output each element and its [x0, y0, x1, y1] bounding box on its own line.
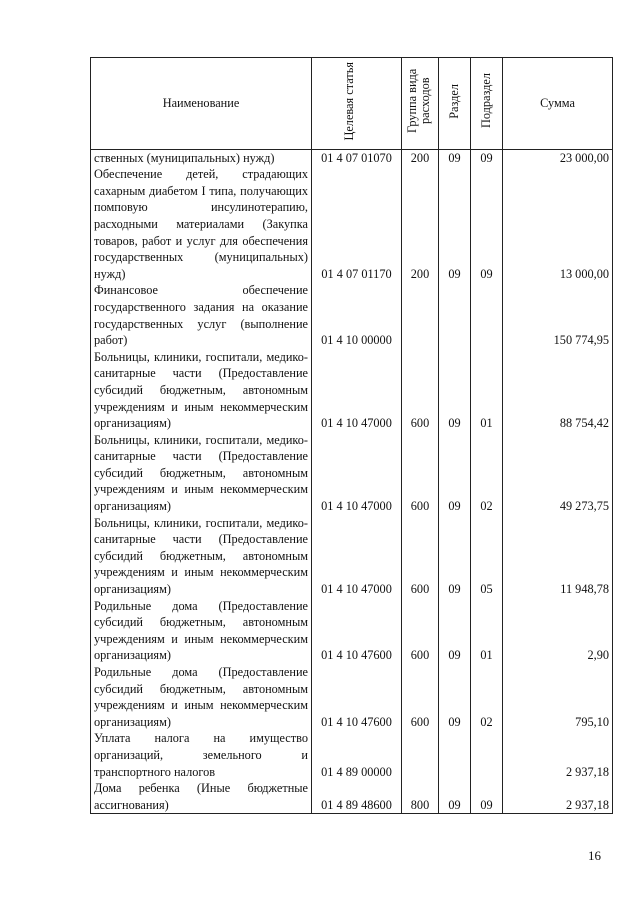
budget-table: [90, 57, 613, 814]
row-amount: 11 948,78: [503, 515, 613, 598]
table-row: [91, 149, 613, 166]
header-name: Наименование: [91, 58, 312, 150]
row-subsection: 09: [471, 166, 503, 282]
header-amount: Сумма: [503, 58, 613, 150]
row-name: Больницы, клиники, госпитали, медико-санитарные части (Предоставление субсидий бюджетным, автономным учреждениям и иным некоммерческим организациям): [91, 349, 312, 432]
table-row: [91, 282, 613, 348]
row-expense-group: 600: [402, 664, 439, 730]
table-row: [91, 598, 613, 664]
row-target-article: 01 4 10 47600: [312, 598, 402, 664]
row-subsection: 01: [471, 349, 503, 432]
row-name: ственных (муниципальных) нужд): [91, 149, 312, 166]
row-expense-group: 600: [402, 432, 439, 515]
row-subsection: 01: [471, 598, 503, 664]
row-subsection: 05: [471, 515, 503, 598]
row-target-article: 01 4 89 48600: [312, 780, 402, 814]
row-section: [439, 730, 471, 780]
row-section: 09: [439, 598, 471, 664]
row-name: Больницы, клиники, госпитали, медико-санитарные части (Предоставление субсидий бюджетным, автономным учреждениям и иным некоммерческим организациям): [91, 515, 312, 598]
row-amount: 2,90: [503, 598, 613, 664]
row-amount: 2 937,18: [503, 730, 613, 780]
row-expense-group: [402, 282, 439, 348]
row-target-article: 01 4 10 00000: [312, 282, 402, 348]
table-row: [91, 432, 613, 515]
row-expense-group: 200: [402, 166, 439, 282]
row-name: Обеспечение детей, страдающих сахарным диабетом I типа, получающих помповую инсулинотерапию, расходными материалами (Закупка товаров, работ и услуг для обеспечения государственных (муниципальных) нужд): [91, 166, 312, 282]
row-subsection: [471, 282, 503, 348]
row-amount: 795,10: [503, 664, 613, 730]
row-target-article: 01 4 07 01170: [312, 166, 402, 282]
header-expense-group: Группа вида расходов: [402, 58, 439, 150]
row-name: Больницы, клиники, госпитали, медико-санитарные части (Предоставление субсидий бюджетным, автономным учреждениям и иным некоммерческим организациям): [91, 432, 312, 515]
table-row: [91, 664, 613, 730]
table-row: [91, 349, 613, 432]
row-subsection: 09: [471, 149, 503, 166]
row-subsection: [471, 730, 503, 780]
row-expense-group: [402, 730, 439, 780]
row-section: 09: [439, 515, 471, 598]
row-section: [439, 282, 471, 348]
table-row: [91, 166, 613, 282]
row-amount: 88 754,42: [503, 349, 613, 432]
row-target-article: 01 4 10 47000: [312, 432, 402, 515]
row-section: 09: [439, 166, 471, 282]
row-target-article: 01 4 89 00000: [312, 730, 402, 780]
budget-table-container: [90, 57, 612, 814]
row-section: 09: [439, 780, 471, 814]
table-row: [91, 780, 613, 814]
row-name: Родильные дома (Предоставление субсидий бюджетным, автономным учреждениям и иным некоммерческим организациям): [91, 664, 312, 730]
row-amount: 23 000,00: [503, 149, 613, 166]
row-section: 09: [439, 432, 471, 515]
row-section: 09: [439, 349, 471, 432]
row-amount: 13 000,00: [503, 166, 613, 282]
row-target-article: 01 4 10 47000: [312, 349, 402, 432]
row-name: Дома ребенка (Иные бюджетные ассигнования): [91, 780, 312, 814]
header-target-article: Целевая статья: [312, 58, 402, 150]
row-section: 09: [439, 664, 471, 730]
table-row: [91, 515, 613, 598]
row-target-article: 01 4 10 47000: [312, 515, 402, 598]
row-name: Уплата налога на имущество организаций, земельного и транспортного налогов: [91, 730, 312, 780]
row-name: Финансовое обеспечение государственного задания на оказание государственных услуг (выполнение работ): [91, 282, 312, 348]
row-amount: 2 937,18: [503, 780, 613, 814]
row-expense-group: 600: [402, 349, 439, 432]
table-row: [91, 730, 613, 780]
page-number: 16: [588, 848, 601, 863]
header-section: Раздел: [439, 58, 471, 150]
row-section: 09: [439, 149, 471, 166]
table-header-row: [91, 58, 613, 150]
row-subsection: 02: [471, 664, 503, 730]
row-expense-group: 200: [402, 149, 439, 166]
row-target-article: 01 4 07 01070: [312, 149, 402, 166]
row-expense-group: 600: [402, 598, 439, 664]
row-subsection: 02: [471, 432, 503, 515]
row-name: Родильные дома (Предоставление субсидий бюджетным, автономным учреждениям и иным некоммерческим организациям): [91, 598, 312, 664]
row-expense-group: 600: [402, 515, 439, 598]
row-subsection: 09: [471, 780, 503, 814]
row-amount: 49 273,75: [503, 432, 613, 515]
row-expense-group: 800: [402, 780, 439, 814]
row-target-article: 01 4 10 47600: [312, 664, 402, 730]
header-subsection: Подраздел: [471, 58, 503, 150]
row-amount: 150 774,95: [503, 282, 613, 348]
